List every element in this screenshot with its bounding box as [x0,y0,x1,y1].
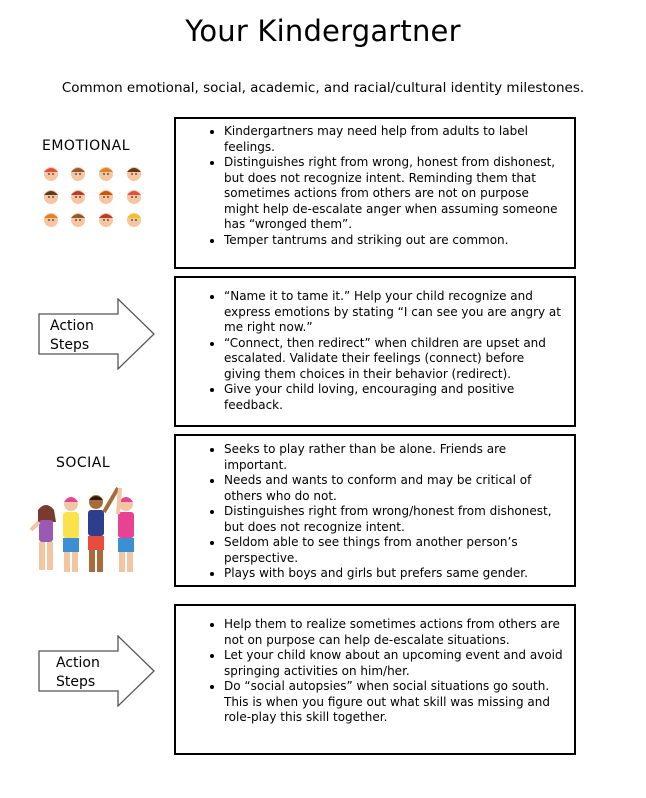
social-heading: SOCIAL [56,455,111,471]
list-item: • Help them to realize sometimes actions from others are not on purpose can help de-escalate situations. [224,617,564,648]
social-action-steps-box [174,604,576,755]
page-title: Your Kindergartner [185,14,461,48]
emotional-milestones-box [174,117,576,269]
list-item: • Give your child loving, encouraging and positive feedback. [224,382,564,413]
list-item: • Seeks to play rather than be alone. Friends are important. [224,442,564,473]
social-action-steps-arrow [38,635,156,707]
list-item: • Temper tantrums and striking out are common. [224,233,564,249]
list-item: • Kindergartners may need help from adults to label feelings. [224,124,564,155]
emotional-action-steps-arrow [38,298,156,370]
list-item: • Distinguishes right from wrong/honest from dishonest, but does not recognize intent. [224,504,564,535]
social-milestones-box [174,434,576,587]
page-subtitle: Common emotional, social, academic, and racial/cultural identity milestones. [61,80,585,96]
list-item: • Do “social autopsies” when social situations go south. This is when you figure out what skill was missing and role-play this skill together. [224,679,564,726]
children-group-icon [26,482,156,582]
list-item: • “Connect, then redirect” when children are upset and escalated. Validate their feelings (connect) before giving them choices in their behavior (redirect). [224,336,564,383]
list-item: • “Name it to tame it.” Help your child recognize and express emotions by stating “I can see you are angry at me right now.” [224,289,564,336]
list-item: • Distinguishes right from wrong, honest from dishonest, but does not recognize intent. Reminding them that sometimes actions from others are not on purpose might help de-escalate anger when assuming someone has “wronged them”. [224,155,564,233]
list-item: • Let your child know about an upcoming event and avoid springing activities on him/her. [224,648,564,679]
list-item: • Seldom able to see things from another person’s perspective. [224,535,564,566]
list-item: • Needs and wants to conform and may be critical of others who do not. [224,473,564,504]
action-steps-label: Action Steps [50,318,94,353]
emotional-heading: EMOTIONAL [42,138,130,154]
list-item: • Plays with boys and girls but prefers same gender. [224,566,564,582]
emotional-action-steps-box [174,276,576,427]
action-steps-label: Action Steps [56,655,100,690]
emotion-faces-icon [42,166,152,234]
